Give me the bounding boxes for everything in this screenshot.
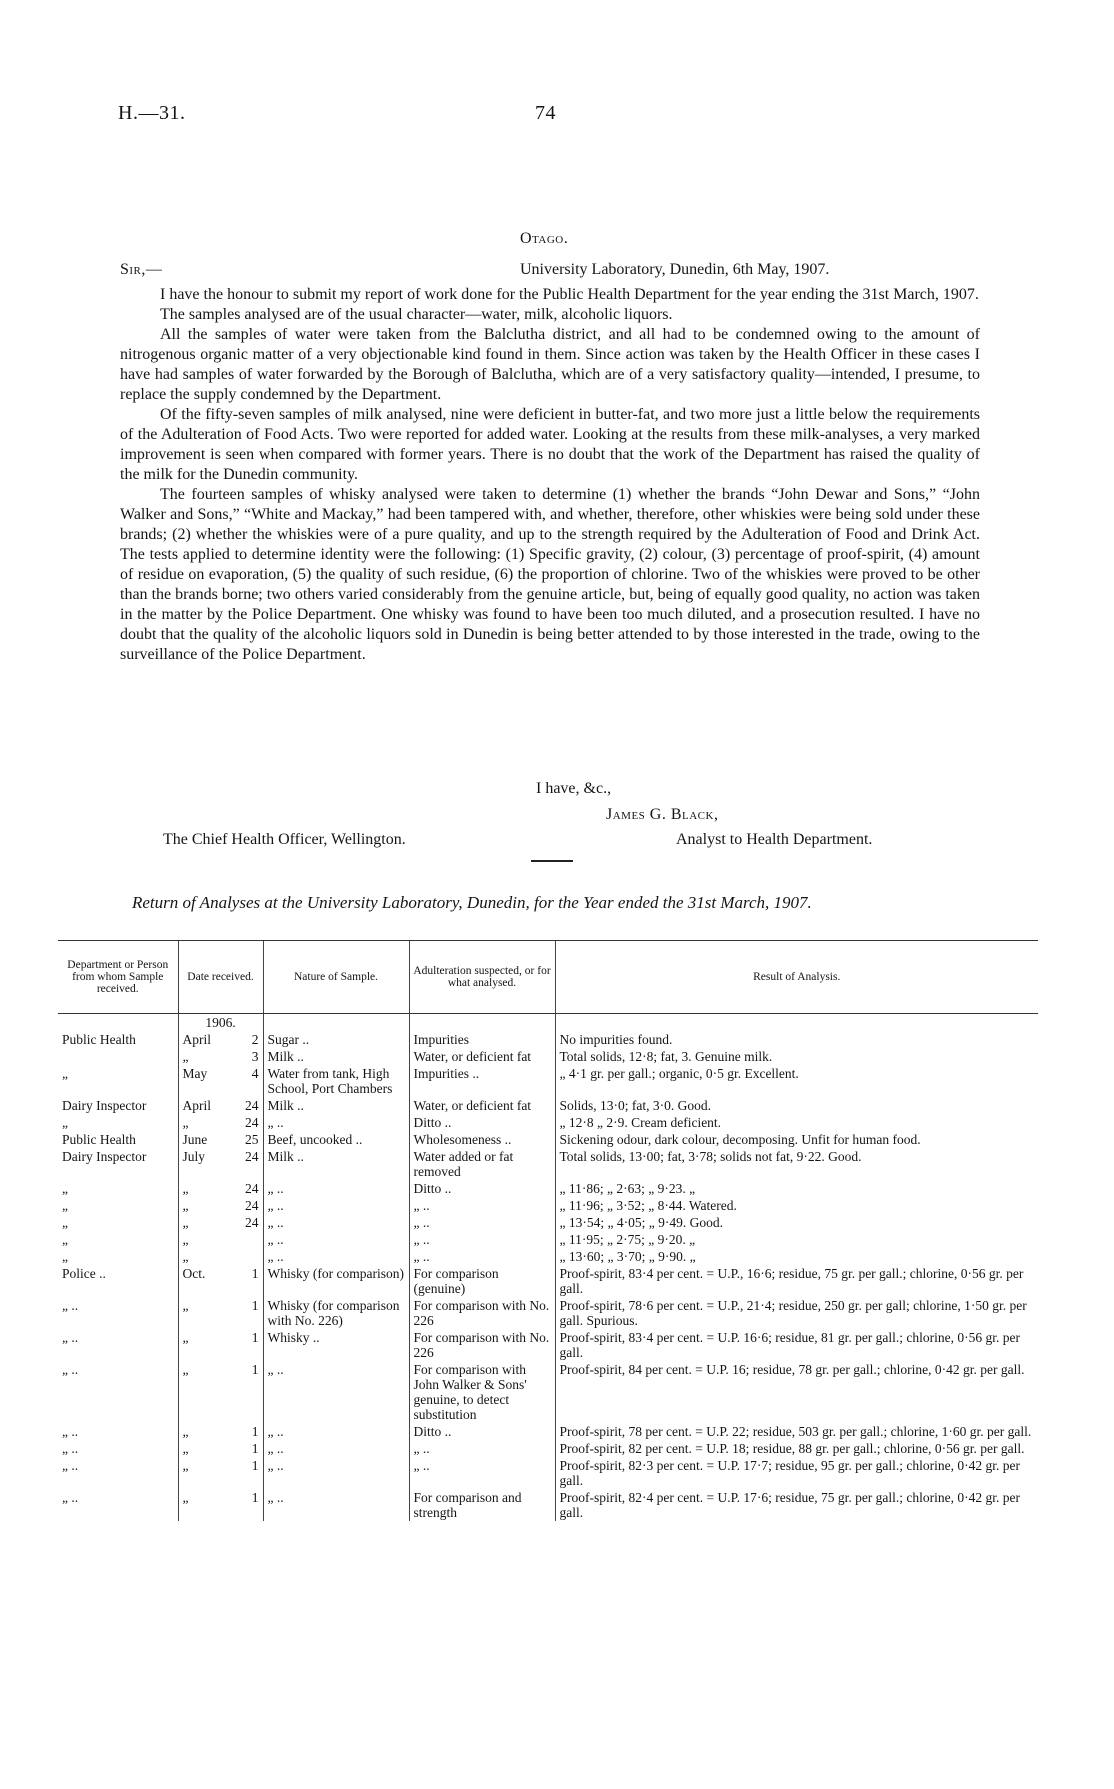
cell-department: „ (62, 1249, 68, 1264)
cell-date (178, 1031, 263, 1048)
table-row (58, 1248, 1038, 1265)
cell-month: Oct. (182, 1266, 206, 1281)
cell-nature: Whisky (for comparison with No. 226) (263, 1297, 409, 1329)
cell-nature: „ .. (263, 1114, 409, 1131)
table-row (58, 1329, 1038, 1361)
cell-nature: „ .. (263, 1197, 409, 1214)
letter-paragraph: All the samples of water were taken from the Balclutha district, and all had to be condemned owing to the amount of nitrogenous organic matter of a very objectionable kind found in them. Since action was taken by the Health Officer in these cases I have had samples of water forwarded by the Borough of Balclutha, which are of a very satisfactory quality—intended, I presume, to replace the supply condemned by the Department. (120, 326, 980, 403)
cell-adulteration: Impurities (409, 1031, 555, 1048)
cell-department: „ (62, 1181, 68, 1196)
table-row (58, 1197, 1038, 1214)
year-label: 1906. (178, 1014, 263, 1032)
cell-day: 24 (245, 1181, 259, 1196)
document-code: H.—31. (118, 102, 186, 124)
letter-paragraph: The samples analysed are of the usual character—water, milk, alcoholic liquors. (160, 306, 673, 323)
cell-date (178, 1114, 263, 1131)
cell-month: „ (182, 1424, 189, 1439)
cell-date (178, 1131, 263, 1148)
cell-adulteration: „ .. (409, 1231, 555, 1248)
cell-nature: Milk .. (263, 1048, 409, 1065)
table-row (58, 1065, 1038, 1097)
table-row (58, 1031, 1038, 1048)
cell-result: Proof-spirit, 78·6 per cent. = U.P., 21·4; residue, 250 gr. per gall; chlorine, 1·50 gr. per gall. Spurious. (555, 1297, 1038, 1329)
cell-department: „ (62, 1198, 68, 1213)
cell-result: „ 13·60; „ 3·70; „ 9·90. „ (555, 1248, 1038, 1265)
table-row (58, 1265, 1038, 1297)
cell-adulteration: Wholesomeness .. (409, 1131, 555, 1148)
table-row (58, 1148, 1038, 1180)
cell-department: Police .. (62, 1266, 106, 1281)
table-row (58, 1489, 1038, 1521)
cell-date (178, 1048, 263, 1065)
table-row (58, 1423, 1038, 1440)
cell-month: „ (182, 1115, 189, 1130)
cell-nature: „ .. (263, 1457, 409, 1489)
table-row (58, 1361, 1038, 1423)
table-row (58, 1114, 1038, 1131)
cell-month: May (182, 1066, 208, 1081)
return-table (58, 940, 1038, 1521)
table-row (58, 1457, 1038, 1489)
cell-month: „ (182, 1490, 189, 1505)
cell-nature: „ .. (263, 1248, 409, 1265)
letter-paragraph: The fourteen samples of whisky analysed were taken to determine (1) whether the brands “John Dewar and Sons,” “John Walker and Sons,” “White and Mackay,” had been tampered with, and whether, therefore, other whiskies were being sold under these brands; (2) whether the whiskies were of a pure quality, and up to the strength required by the Adulteration of Food and Drink Act. The tests applied to determine identity were the following: (1) Specific gravity, (2) colour, (3) percentage of proof-spirit, (4) amount of residue on evaporation, (5) the quality of such residue, (6) the proportion of chlorine. Two of the whiskies were proved to be other than the brands borne; two others varied considerably from the genuine article, but, being of equally good quality, no action was taken in the matter by the Police Department. One whisky was found to have been too much diluted, and a prosecution resulted. I have no doubt that the quality of the alcoholic liquors sold in Dunedin is being better attended to by those interested in the trade, owing to the surveillance of the Police Department. (120, 486, 980, 663)
cell-result: „ 4·1 gr. per gall.; organic, 0·5 gr. Excellent. (555, 1065, 1038, 1097)
cell-result: Total solids, 13·00; fat, 3·78; solids not fat, 9·22. Good. (555, 1148, 1038, 1180)
cell-nature: Beef, uncooked .. (263, 1131, 409, 1148)
table-row (58, 1097, 1038, 1114)
cell-result: Proof-spirit, 82·3 per cent. = U.P. 17·7; residue, 95 gr. per gall.; chlorine, 0·42 gr. per gall. (555, 1457, 1038, 1489)
cell-department: „ .. (62, 1458, 79, 1473)
cell-department: „ .. (62, 1362, 79, 1377)
letter-paragraph: Of the fifty-seven samples of milk analysed, nine were deficient in butter-fat, and two more just a little below the requirements of the Adulteration of Food Acts. Two were reported for added water. Looking at the results from these milk-analyses, a very marked improvement is seen when compared with former years. There is no doubt that the work of the Department has raised the quality of the milk for the Dunedin community. (120, 406, 980, 483)
cell-day: 1 (251, 1266, 259, 1281)
cell-result: Proof-spirit, 83·4 per cent. = U.P., 16·6; residue, 75 gr. per gall.; chlorine, 0·56 gr. per gall. (555, 1265, 1038, 1297)
cell-result: Solids, 13·0; fat, 3·0. Good. (555, 1097, 1038, 1114)
table-row (58, 1131, 1038, 1148)
cell-nature: „ .. (263, 1489, 409, 1521)
divider-rule (531, 860, 573, 862)
cell-department: „ (62, 1215, 68, 1230)
cell-month: April (182, 1032, 211, 1047)
cell-day: 4 (251, 1066, 259, 1081)
cell-adulteration: Water added or fat removed (409, 1148, 555, 1180)
cell-adulteration: For comparison with No. 226 (409, 1329, 555, 1361)
letter-address-date: University Laboratory, Dunedin, 6th May, 1907. (520, 261, 830, 278)
cell-adulteration: For comparison with No. 226 (409, 1297, 555, 1329)
cell-nature: Water from tank, High School, Port Chambers (263, 1065, 409, 1097)
letter-paragraph: I have the honour to submit my report of work done for the Public Health Department for the year ending the 31st March, 1907. (160, 286, 979, 303)
cell-result: „ 13·54; „ 4·05; „ 9·49. Good. (555, 1214, 1038, 1231)
cell-date (178, 1197, 263, 1214)
cell-department: „ .. (62, 1330, 79, 1345)
header-result: Result of Analysis. (555, 941, 1038, 1014)
cell-nature: Sugar .. (263, 1031, 409, 1048)
cell-result: Proof-spirit, 82 per cent. = U.P. 18; residue, 88 gr. per gall.; chlorine, 0·56 gr. per gall. (555, 1440, 1038, 1457)
cell-adulteration: „ .. (409, 1457, 555, 1489)
letter-body (120, 285, 980, 665)
cell-department (58, 1048, 178, 1065)
cell-month: „ (182, 1049, 189, 1064)
cell-result: Total solids, 12·8; fat, 3. Genuine milk. (555, 1048, 1038, 1065)
cell-day: 1 (251, 1424, 259, 1439)
header-nature: Nature of Sample. (263, 941, 409, 1014)
cell-result: Proof-spirit, 84 per cent. = U.P. 16; residue, 78 gr. per gall.; chlorine, 0·42 gr. per gall. (555, 1361, 1038, 1423)
letter-region: Otago. (520, 230, 569, 247)
cell-month: „ (182, 1441, 189, 1456)
cell-date (178, 1148, 263, 1180)
cell-month: „ (182, 1198, 189, 1213)
cell-month: „ (182, 1298, 189, 1313)
cell-day: 1 (251, 1330, 259, 1345)
cell-department: „ .. (62, 1441, 79, 1456)
cell-day: 1 (251, 1441, 259, 1456)
cell-day: 3 (251, 1049, 259, 1064)
cell-month: „ (182, 1330, 189, 1345)
cell-month: „ (182, 1249, 189, 1264)
header-date: Date received. (178, 941, 263, 1014)
cell-department: Dairy Inspector (62, 1149, 147, 1164)
header-adulteration: Adulteration suspected, or for what analysed. (409, 941, 555, 1014)
cell-nature: Whisky .. (263, 1329, 409, 1361)
page-number: 74 (535, 102, 556, 124)
cell-date (178, 1297, 263, 1329)
cell-result: „ 11·96; „ 3·52; „ 8·44. Watered. (555, 1197, 1038, 1214)
cell-day: 24 (245, 1198, 259, 1213)
cell-result: „ 11·86; „ 2·63; „ 9·23. „ (555, 1180, 1038, 1197)
cell-date (178, 1489, 263, 1521)
cell-date (178, 1231, 263, 1248)
cell-day: 24 (245, 1149, 259, 1164)
table-row (58, 1440, 1038, 1457)
cell-month: „ (182, 1232, 189, 1247)
cell-day: 24 (245, 1115, 259, 1130)
cell-result: Proof-spirit, 82·4 per cent. = U.P. 17·6; residue, 75 gr. per gall.; chlorine, 0·42 gr. per gall. (555, 1489, 1038, 1521)
cell-department: „ .. (62, 1490, 79, 1505)
table-row (58, 1048, 1038, 1065)
cell-adulteration: „ .. (409, 1440, 555, 1457)
cell-date (178, 1361, 263, 1423)
cell-result: Proof-spirit, 83·4 per cent. = U.P. 16·6; residue, 81 gr. per gall.; chlorine, 0·56 gr. per gall. (555, 1329, 1038, 1361)
cell-month: „ (182, 1181, 189, 1196)
cell-date (178, 1248, 263, 1265)
signatory-name: James G. Black, (606, 806, 719, 823)
cell-date (178, 1097, 263, 1114)
cell-adulteration: „ .. (409, 1197, 555, 1214)
cell-nature: „ .. (263, 1214, 409, 1231)
cell-nature: „ .. (263, 1180, 409, 1197)
cell-day: 2 (251, 1032, 259, 1047)
cell-adulteration: For comparison and strength (409, 1489, 555, 1521)
cell-adulteration: „ .. (409, 1214, 555, 1231)
cell-adulteration: Impurities .. (409, 1065, 555, 1097)
cell-result: Proof-spirit, 78 per cent. = U.P. 22; residue, 503 gr. per gall.; chlorine, 1·60 gr. per gall. (555, 1423, 1038, 1440)
cell-adulteration: Ditto .. (409, 1114, 555, 1131)
cell-month: „ (182, 1215, 189, 1230)
cell-adulteration: Water, or deficient fat (409, 1097, 555, 1114)
return-table-title: Return of Analyses at the University Laboratory, Dunedin, for the Year ended the 31st March, 1907. (132, 893, 812, 912)
cell-department: „ (62, 1066, 68, 1081)
header-department: Department or Person from whom Sample received. (58, 941, 178, 1014)
cell-result: Sickening odour, dark colour, decomposing. Unfit for human food. (555, 1131, 1038, 1148)
cell-nature: „ .. (263, 1440, 409, 1457)
cell-day: 1 (251, 1490, 259, 1505)
cell-day: 1 (251, 1298, 259, 1313)
cell-date (178, 1457, 263, 1489)
year-row (58, 1014, 1038, 1032)
cell-day: 24 (245, 1098, 259, 1113)
cell-department: Public Health (62, 1032, 136, 1047)
signatory-title: Analyst to Health Department. (676, 831, 873, 848)
table-row (58, 1231, 1038, 1248)
table-row (58, 1297, 1038, 1329)
cell-nature: „ .. (263, 1423, 409, 1440)
letter-salutation: Sir,— (120, 261, 163, 278)
cell-adulteration: Ditto .. (409, 1180, 555, 1197)
cell-adulteration: For comparison with John Walker & Sons' genuine, to detect substitution (409, 1361, 555, 1423)
letter-closing: I have, &c., (536, 780, 612, 797)
cell-date (178, 1214, 263, 1231)
cell-date (178, 1265, 263, 1297)
cell-adulteration: Water, or deficient fat (409, 1048, 555, 1065)
cell-day: 24 (245, 1215, 259, 1230)
cell-day: 1 (251, 1362, 259, 1377)
table-row (58, 1180, 1038, 1197)
cell-nature: „ .. (263, 1361, 409, 1423)
table-row (58, 1214, 1038, 1231)
cell-date (178, 1329, 263, 1361)
cell-month: „ (182, 1458, 189, 1473)
cell-date (178, 1065, 263, 1097)
cell-department: „ (62, 1232, 68, 1247)
cell-month: April (182, 1098, 211, 1113)
cell-department: „ (62, 1115, 68, 1130)
cell-adulteration: Ditto .. (409, 1423, 555, 1440)
cell-department: „ .. (62, 1298, 79, 1313)
cell-date (178, 1180, 263, 1197)
cell-month: June (182, 1132, 208, 1147)
cell-department: „ .. (62, 1424, 79, 1439)
cell-result: „ 12·8 „ 2·9. Cream deficient. (555, 1114, 1038, 1131)
cell-date (178, 1440, 263, 1457)
addressee: The Chief Health Officer, Wellington. (163, 831, 406, 848)
cell-nature: Whisky (for comparison) (263, 1265, 409, 1297)
cell-month: „ (182, 1362, 189, 1377)
cell-nature: Milk .. (263, 1148, 409, 1180)
cell-day: 1 (251, 1458, 259, 1473)
cell-nature: Milk .. (263, 1097, 409, 1114)
cell-day: 25 (245, 1132, 259, 1147)
cell-department: Public Health (62, 1132, 136, 1147)
cell-adulteration: For comparison (genuine) (409, 1265, 555, 1297)
cell-result: No impurities found. (555, 1031, 1038, 1048)
cell-date (178, 1423, 263, 1440)
cell-adulteration: „ .. (409, 1248, 555, 1265)
cell-month: July (182, 1149, 206, 1164)
cell-nature: „ .. (263, 1231, 409, 1248)
table-header-row (58, 941, 1038, 1014)
cell-result: „ 11·95; „ 2·75; „ 9·20. „ (555, 1231, 1038, 1248)
cell-department: Dairy Inspector (62, 1098, 147, 1113)
